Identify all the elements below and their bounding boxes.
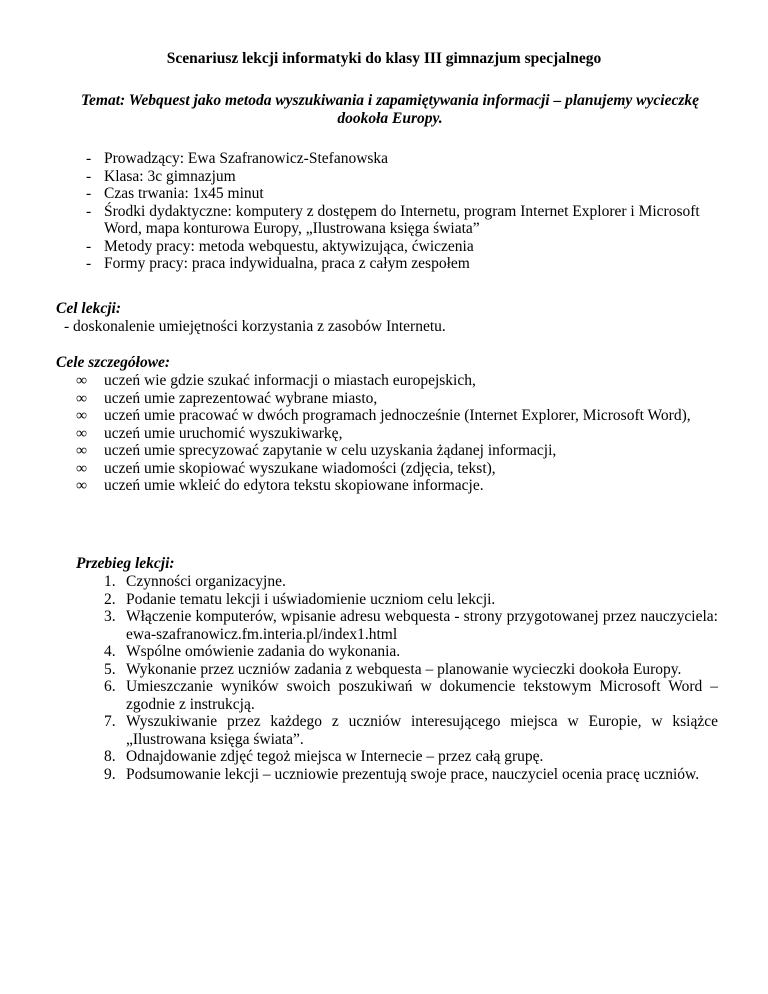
list-item: 3. Włączenie komputerów, wpisanie adresu webquesta - strony przygotowanej przez nauczyciela: ewa-szafranowicz.fm.interia.pl/index1.html <box>104 608 718 643</box>
list-item: ∞ uczeń umie zaprezentować wybrane miasto, <box>76 389 378 407</box>
infinity-bullet-icon: ∞ <box>76 477 88 494</box>
meta-forms: - Formy pracy: praca indywidualna, praca z całym zespołem <box>84 255 724 273</box>
lesson-flow-heading: Przebieg lekcji: <box>76 555 175 572</box>
list-item: ∞ uczeń umie skopiować wyszukane wiadomości (zdjęcia, tekst), <box>76 459 496 477</box>
infinity-bullet-icon: ∞ <box>76 459 88 477</box>
lesson-topic: Temat: Webquest jako metoda wyszukiwania i zapamiętywania informacji – planujemy wycieczkę dookoła Europy. <box>81 92 699 127</box>
meta-duration: - Czas trwania: 1x45 minut <box>84 185 724 203</box>
list-item: 1. Czynności organizacyjne. <box>104 573 286 590</box>
list-item: 6. Umieszczanie wyników swoich poszukiwań w dokumencie tekstowym Microsoft Word – zgodnie z instrukcją. <box>104 678 718 713</box>
list-item: ∞ uczeń umie uruchomić wyszukiwarkę, <box>76 424 343 442</box>
list-item: ∞ uczeń wie gdzie szukać informacji o miastach europejskich, <box>76 372 476 389</box>
list-item: ∞ uczeń umie sprecyzować zapytanie w celu uzyskania żądanej informacji, <box>76 442 557 459</box>
goal-heading: Cel lekcji: <box>56 300 121 317</box>
detailed-goals-list <box>76 372 718 495</box>
document-title: Scenariusz lekcji informatyki do klasy III gimnazjum specjalnego <box>166 50 602 67</box>
infinity-bullet-icon: ∞ <box>76 389 88 407</box>
list-item: 9. Podsumowanie lekcji – uczniowie prezentują swoje prace, nauczyciel ocenia pracę uczniów. <box>104 765 700 783</box>
lesson-meta-list <box>84 150 724 273</box>
infinity-bullet-icon: ∞ <box>76 372 88 389</box>
list-item: 5. Wykonanie przez uczniów zadania z webquesta – planowanie wycieczki dookoła Europy. <box>104 660 682 678</box>
infinity-bullet-icon: ∞ <box>76 424 88 442</box>
meta-class: - Klasa: 3c gimnazjum <box>84 168 724 186</box>
meta-teaching-aids: - Środki dydaktyczne: komputery z dostępem do Internetu, program Internet Explorer i Microsoft Word, mapa konturowa Europy, „Ilustrowana księga świata” <box>84 203 724 238</box>
list-item: 8. Odnajdowanie zdjęć tegoż miejsca w Internecie – przez całą grupę. <box>104 748 544 765</box>
list-item: ∞ uczeń umie wkleić do edytora tekstu skopiowane informacje. <box>76 477 484 494</box>
list-item: 4. Wspólne omówienie zadania do wykonania. <box>104 643 401 660</box>
infinity-bullet-icon: ∞ <box>76 407 88 424</box>
meta-methods: - Metody pracy: metoda webquestu, aktywizująca, ćwiczenia <box>84 238 724 256</box>
detailed-goals-heading: Cele szczegółowe: <box>56 354 171 371</box>
goal-text: - doskonalenie umiejętności korzystania z zasobów Internetu. <box>64 318 446 335</box>
list-item: 2. Podanie tematu lekcji i uświadomienie uczniom celu lekcji. <box>104 590 496 608</box>
infinity-bullet-icon: ∞ <box>76 442 88 459</box>
list-item: ∞ uczeń umie pracować w dwóch programach jednocześnie (Internet Explorer, Microsoft Word), <box>76 407 691 424</box>
lesson-flow-list <box>104 573 718 783</box>
meta-teacher: - Prowadzący: Ewa Szafranowicz-Stefanowska <box>84 150 724 168</box>
list-item: 7. Wyszukiwanie przez każdego z uczniów interesującego miejsca w Europie, w książce „Ilustrowana księga świata”. <box>104 713 718 748</box>
